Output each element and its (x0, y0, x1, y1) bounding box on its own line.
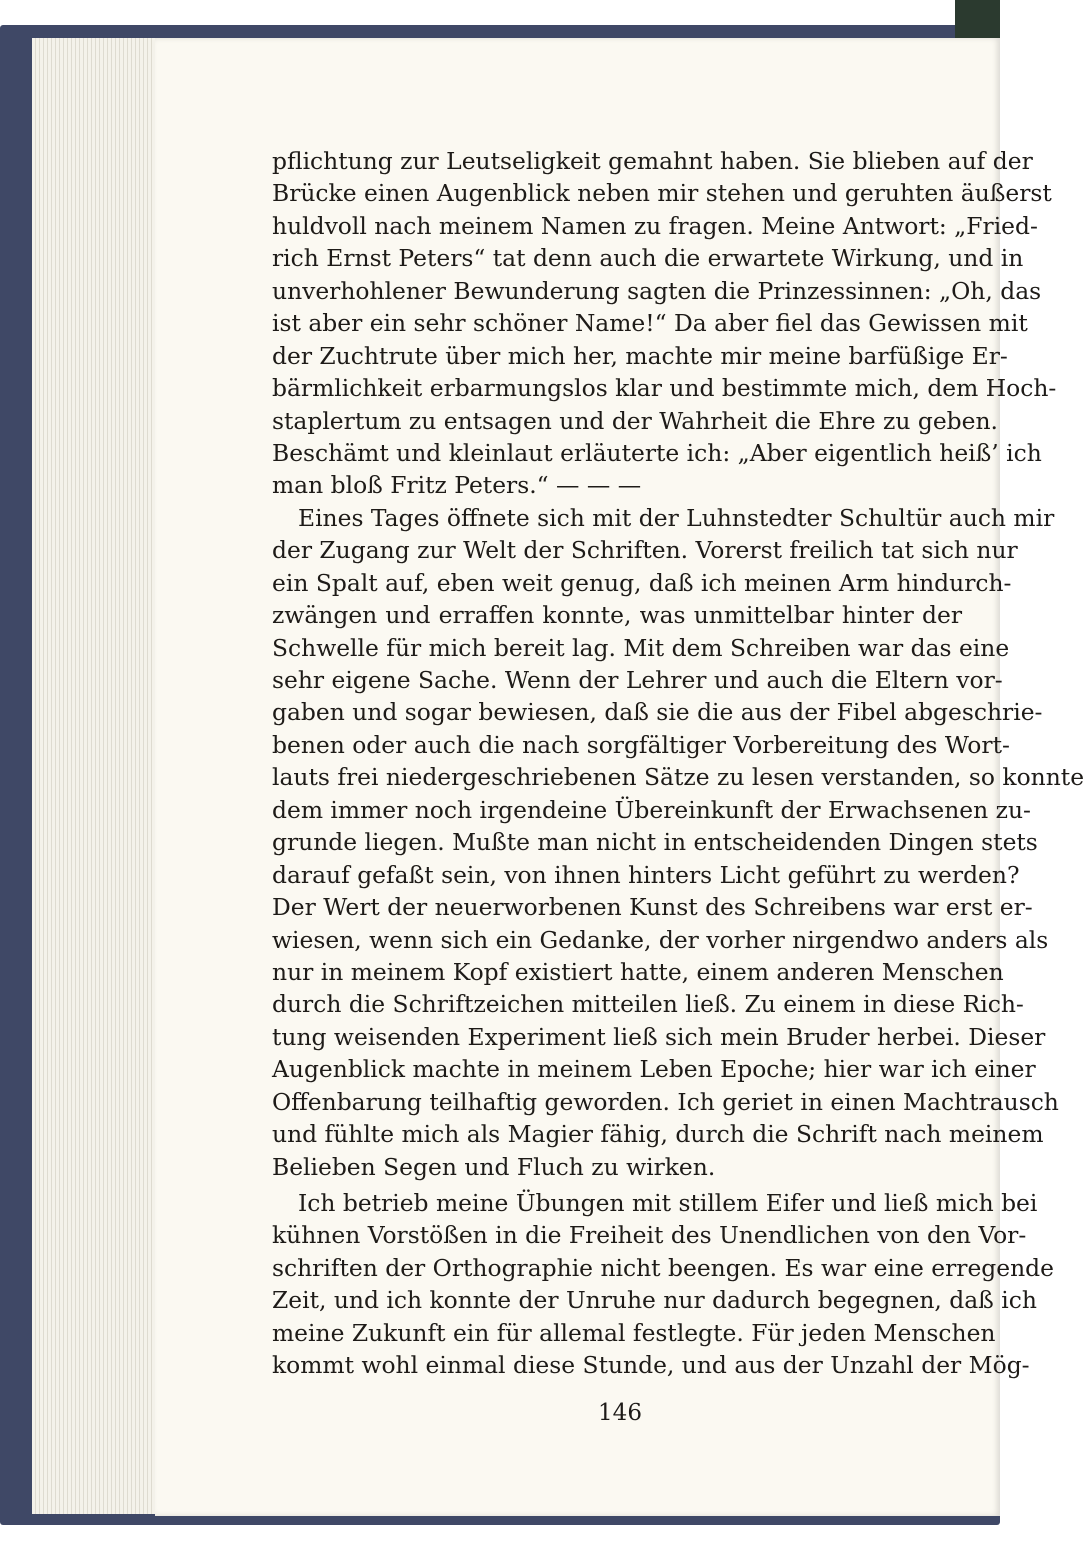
text-line: Augenblick machte in meinem Leben Epoche; hier war ich einer (272, 1055, 1036, 1084)
text-line: kühnen Vorstößen in die Freiheit des Unendlichen von den Vor- (272, 1221, 1027, 1250)
text-line: staplertum zu entsagen und der Wahrheit die Ehre zu geben. (272, 406, 998, 435)
page-stack-edges (32, 38, 160, 1514)
text-line: zwängen und erraffen konnte, was unmittelbar hinter der (272, 601, 962, 630)
text-line: schriften der Orthographie nicht beengen. Es war eine erregende (272, 1253, 1054, 1282)
text-line: tung weisenden Experiment ließ sich mein Bruder herbei. Dieser (272, 1022, 1046, 1051)
text-line: meine Zukunft ein für allemal festlegte. Für jeden Menschen (272, 1318, 996, 1347)
text-line: sehr eigene Sache. Wenn der Lehrer und auch die Eltern vor- (272, 666, 1003, 694)
text-line: Belieben Segen und Fluch zu wirken. (272, 1152, 716, 1181)
text-line: Offenbarung teilhaftig geworden. Ich geriet in einen Machtrausch (272, 1087, 1059, 1116)
text-line: benen oder auch die nach sorgfältiger Vorbereitung des Wort- (272, 730, 1010, 759)
text-line: kommt wohl einmal diese Stunde, und aus der Unzahl der Mög- (272, 1351, 1030, 1380)
text-line: Brücke einen Augenblick neben mir stehen und geruhten äußerst (272, 179, 1052, 208)
text-line: gaben und sogar bewiesen, daß sie die aus der Fibel abgeschrie- (272, 698, 1043, 727)
text-line: bärmlichkeit erbarmungslos klar und bestimmte mich, dem Hoch- (272, 374, 1057, 403)
text-line: pflichtung zur Leutseligkeit gemahnt haben. Sie blieben auf der (272, 147, 1033, 175)
text-line: dem immer noch irgendeine Übereinkunft der Erwachsenen zu- (272, 795, 1031, 824)
text-line: wiesen, wenn sich ein Gedanke, der vorher nirgendwo anders als (272, 925, 1049, 954)
text-line: durch die Schriftzeichen mitteilen ließ. Zu einem in diese Rich- (272, 990, 1024, 1019)
text-line: der Zugang zur Welt der Schriften. Vorerst freilich tat sich nur (272, 536, 1018, 565)
text-line: huldvoll nach meinem Namen zu fragen. Meine Antwort: „Fried- (272, 211, 1038, 240)
background-corner (955, 0, 1000, 40)
text-line: man bloß Fritz Peters.“ — — — (272, 471, 642, 500)
text-line: Eines Tages öffnete sich mit der Luhnstedter Schultür auch mir (298, 503, 1055, 532)
text-line: Ich betrieb meine Übungen mit stillem Eifer und ließ mich bei (298, 1189, 1038, 1217)
text-line: Zeit, und ich konnte der Unruhe nur dadurch begegnen, daß ich (272, 1286, 1037, 1315)
text-line: grunde liegen. Mußte man nicht in entscheidenden Dingen stets (272, 828, 1038, 857)
text-line: und fühlte mich als Magier fähig, durch die Schrift nach meinem (272, 1120, 1044, 1149)
text-line: rich Ernst Peters“ tat denn auch die erwartete Wirkung, und in (272, 244, 1024, 273)
text-line: Der Wert der neuerworbenen Kunst des Schreibens war erst er- (272, 893, 1033, 922)
text-line: ein Spalt auf, eben weit genug, daß ich meinen Arm hindurch- (272, 568, 1012, 597)
text-line: Beschämt und kleinlaut erläuterte ich: „Aber eigentlich heiß’ ich (272, 438, 1042, 467)
text-line: unverhohlener Bewunderung sagten die Prinzessinnen: „Oh, das (272, 276, 1042, 305)
body-text (272, 145, 1084, 1382)
text-line: ist aber ein sehr schöner Name!“ Da aber fiel das Gewissen mit (272, 309, 1028, 338)
page-number: 146 (598, 1400, 642, 1426)
text-line: nur in meinem Kopf existiert hatte, einem anderen Menschen (272, 957, 1004, 986)
text-line: der Zuchtrute über mich her, machte mir meine barfüßige Er- (272, 341, 1008, 370)
text-line: lauts frei niedergeschriebenen Sätze zu lesen verstanden, so konnte (272, 763, 1084, 792)
text-line: darauf gefaßt sein, von ihnen hinters Licht geführt zu werden? (272, 860, 1020, 889)
text-line: Schwelle für mich bereit lag. Mit dem Schreiben war das eine (272, 633, 1010, 662)
